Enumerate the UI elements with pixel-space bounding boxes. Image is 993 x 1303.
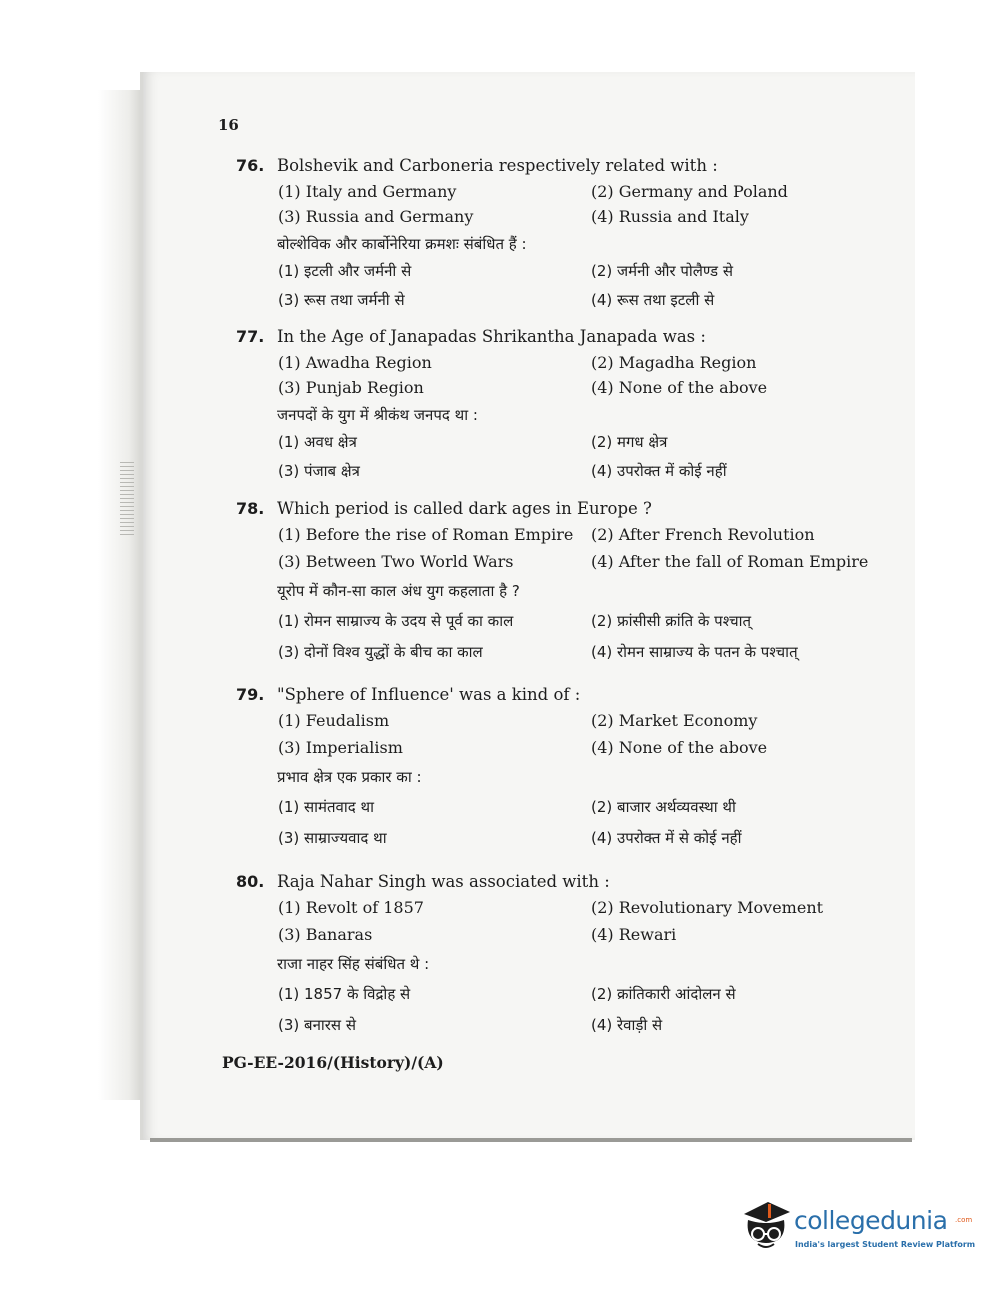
option-4-hindi: (4) रोमन साम्राज्य के पतन के पश्चात्	[591, 643, 798, 661]
question-text: Which period is called dark ages in Europe ?	[277, 499, 652, 518]
paper-code-footer: PG-EE-2016/(History)/(A)	[222, 1053, 444, 1072]
collegedunia-logo[interactable]	[738, 1196, 976, 1260]
option-4-hindi: (4) रूस तथा इटली से	[591, 291, 715, 309]
option-2: (2) After French Revolution	[591, 525, 815, 544]
option-4-hindi: (4) उपरोक्त में कोई नहीं	[591, 462, 727, 480]
option-3-hindi: (3) दोनों विश्व युद्धों के बीच का काल	[278, 643, 483, 661]
option-4: (4) Rewari	[591, 925, 677, 944]
question-text: "Sphere of Influence' was a kind of :	[277, 685, 581, 704]
option-3-hindi: (3) साम्राज्यवाद था	[278, 829, 387, 847]
option-4: (4) None of the above	[591, 738, 768, 757]
option-2: (2) Market Economy	[591, 711, 758, 730]
option-2: (2) Revolutionary Movement	[591, 898, 824, 917]
question-number: 76.	[236, 156, 265, 175]
option-1-hindi: (1) 1857 के विद्रोह से	[278, 985, 411, 1003]
option-1: (1) Feudalism	[278, 711, 390, 730]
logo-wordmark: collegedunia	[794, 1206, 948, 1235]
question-text-hindi: बोल्शेविक और कार्बोनेरिया क्रमशः संबंधित हैं :	[277, 235, 527, 253]
option-4-hindi: (4) उपरोक्त में से कोई नहीं	[591, 829, 742, 847]
option-3: (3) Banaras	[278, 925, 373, 944]
page-number: 16	[218, 116, 239, 134]
option-2-hindi: (2) मगध क्षेत्र	[591, 433, 668, 451]
option-3: (3) Between Two World Wars	[278, 552, 514, 571]
scan-shadow-edge	[98, 90, 142, 1100]
option-4-hindi: (4) रेवाड़ी से	[591, 1016, 663, 1034]
question-number: 79.	[236, 685, 265, 704]
option-2-hindi: (2) फ्रांसीसी क्रांति के पश्चात्	[591, 612, 752, 630]
option-3: (3) Imperialism	[278, 738, 403, 757]
question-text: Raja Nahar Singh was associated with :	[277, 872, 610, 891]
option-4: (4) Russia and Italy	[591, 207, 749, 226]
question-number: 78.	[236, 499, 265, 518]
option-1: (1) Before the rise of Roman Empire	[278, 525, 574, 544]
option-1-hindi: (1) इटली और जर्मनी से	[278, 262, 412, 280]
option-1: (1) Italy and Germany	[278, 182, 457, 201]
option-2: (2) Magadha Region	[591, 353, 757, 372]
option-2-hindi: (2) क्रांतिकारी आंदोलन से	[591, 985, 736, 1003]
scan-bottom-edge	[150, 1138, 912, 1142]
logo-suffix: .com	[955, 1216, 973, 1224]
question-number: 80.	[236, 872, 265, 891]
scan-margin-marks	[120, 462, 134, 538]
question-text: Bolshevik and Carboneria respectively related with :	[277, 156, 718, 175]
option-1: (1) Revolt of 1857	[278, 898, 424, 917]
question-number: 77.	[236, 327, 265, 346]
option-2: (2) Germany and Poland	[591, 182, 788, 201]
question-77	[236, 327, 896, 488]
question-text-hindi: यूरोप में कौन-सा काल अंध युग कहलाता है ?	[277, 582, 520, 600]
option-2-hindi: (2) बाजार अर्थव्यवस्था थी	[591, 798, 736, 816]
option-3: (3) Punjab Region	[278, 378, 424, 397]
question-text-hindi: प्रभाव क्षेत्र एक प्रकार का :	[277, 768, 422, 786]
option-2-hindi: (2) जर्मनी और पोलैण्ड से	[591, 262, 733, 280]
question-text-hindi: राजा नाहर सिंह संबंधित थे :	[277, 955, 430, 973]
option-1-hindi: (1) सामंतवाद था	[278, 798, 374, 816]
option-4: (4) None of the above	[591, 378, 768, 397]
logo-tagline: India's largest Student Review Platform	[795, 1240, 976, 1249]
option-1: (1) Awadha Region	[278, 353, 432, 372]
question-80	[236, 872, 896, 1042]
question-78	[236, 499, 896, 669]
question-79	[236, 685, 896, 855]
option-1-hindi: (1) रोमन साम्राज्य के उदय से पूर्व का काल	[278, 612, 514, 630]
question-text-hindi: जनपदों के युग में श्रीकंथ जनपद था :	[277, 406, 478, 424]
option-1-hindi: (1) अवध क्षेत्र	[278, 433, 357, 451]
option-3-hindi: (3) पंजाब क्षेत्र	[278, 462, 360, 480]
question-76	[236, 156, 896, 317]
question-text: In the Age of Janapadas Shrikantha Janapada was :	[277, 327, 706, 346]
option-3-hindi: (3) रूस तथा जर्मनी से	[278, 291, 405, 309]
option-3: (3) Russia and Germany	[278, 207, 474, 226]
mascot-icon	[738, 1196, 794, 1256]
option-4: (4) After the fall of Roman Empire	[591, 552, 869, 571]
option-3-hindi: (3) बनारस से	[278, 1016, 356, 1034]
